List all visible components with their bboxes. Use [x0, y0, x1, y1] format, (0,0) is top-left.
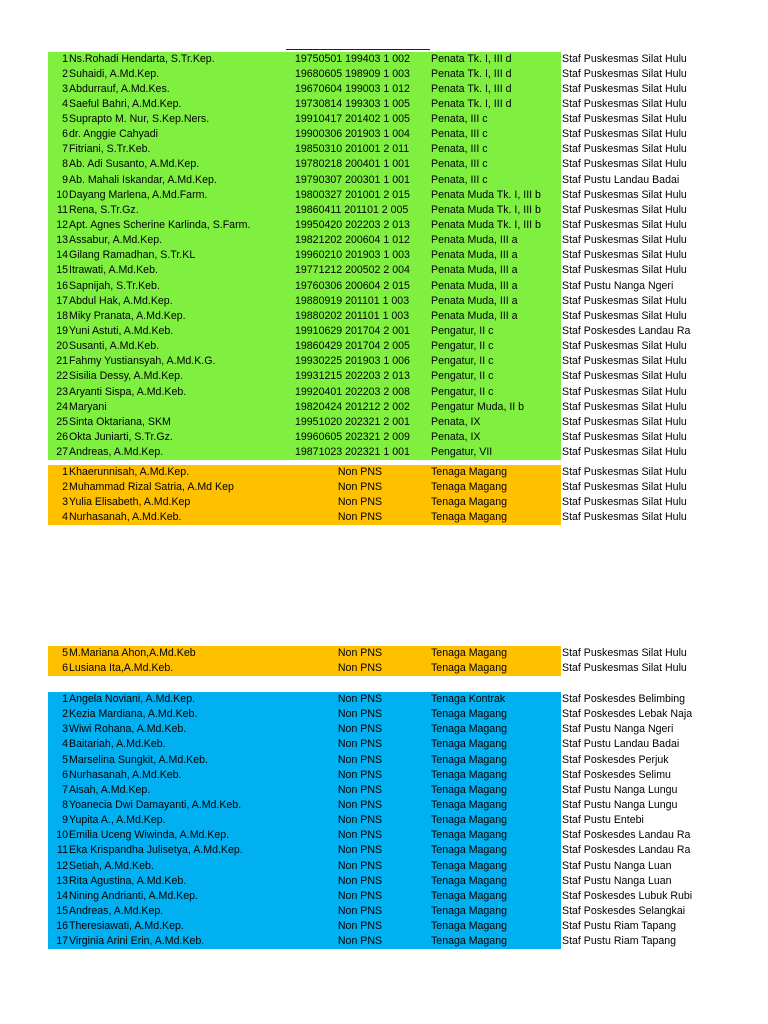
rank-grade: Tenaga Magang [431, 814, 507, 827]
row-number: 9 [62, 814, 68, 827]
staff-name: Apt. Agnes Scherine Karlinda, S.Farm. [69, 219, 251, 232]
staff-nip: 19880919 201101 1 003 [295, 294, 410, 307]
row-number: 14 [56, 889, 68, 902]
row-number: 26 [56, 431, 68, 444]
staff-name: Miky Pranata, A.Md.Kep. [69, 309, 186, 322]
rank-grade: Penata Muda, III a [431, 279, 518, 292]
staff-name: Saeful Bahri, A.Md.Kep. [69, 97, 182, 110]
staff-name: Susanti, A.Md.Keb. [69, 340, 160, 353]
row-number: 23 [56, 385, 68, 398]
employment-status: Non PNS [337, 662, 383, 675]
staff-nip: 19931215 202203 2 013 [295, 370, 410, 383]
rank-grade: Penata Tk. I, III d [431, 97, 512, 110]
work-unit: Staf Pustu Riam Tapang [562, 920, 677, 933]
row-number: 24 [56, 400, 68, 413]
row-number: 2 [62, 480, 68, 493]
rank-grade: Tenaga Magang [431, 465, 507, 478]
work-unit: Staf Poskesdes Selangkai [562, 904, 686, 917]
staff-name: Rita Agustina, A.Md.Keb. [69, 874, 187, 887]
rank-grade: Penata, III c [431, 143, 488, 156]
rank-grade: Penata, IX [431, 415, 481, 428]
row-number: 14 [56, 249, 68, 262]
work-unit: Staf Poskesdes Lebak Naja [562, 708, 693, 721]
employment-status: Non PNS [337, 889, 383, 902]
work-unit: Staf Puskesmas Silat Hulu [562, 97, 687, 110]
rank-grade: Tenaga Magang [431, 738, 507, 751]
rank-grade: Penata Muda, III a [431, 309, 518, 322]
rank-grade: Penata Tk. I, III d [431, 82, 512, 95]
work-unit: Staf Puskesmas Silat Hulu [562, 340, 687, 353]
staff-nip: 19860429 201704 2 005 [295, 340, 410, 353]
rank-grade: Penata Muda, III a [431, 234, 518, 247]
employment-status: Non PNS [337, 904, 383, 917]
row-number: 22 [56, 370, 68, 383]
staff-name: Kezia Mardiana, A.Md.Keb. [69, 708, 198, 721]
row-number: 4 [62, 738, 68, 751]
rank-grade: Pengatur, II c [431, 370, 494, 383]
work-unit: Staf Puskesmas Silat Hulu [562, 355, 687, 368]
work-unit: Staf Poskesdes Landau Ra [562, 325, 691, 338]
work-unit: Staf Pustu Nanga Ngeri [562, 723, 674, 736]
row-number: 17 [56, 294, 68, 307]
work-unit: Staf Puskesmas Silat Hulu [562, 647, 687, 659]
work-unit: Staf Pustu Nanga Lungu [562, 783, 678, 796]
row-number: 20 [56, 340, 68, 353]
work-unit: Staf Puskesmas Silat Hulu [562, 385, 687, 398]
rank-grade: Pengatur, II c [431, 355, 494, 368]
staff-name: dr. Anggie Cahyadi [69, 128, 158, 141]
employment-status: Non PNS [337, 859, 383, 872]
staff-name: Gilang Ramadhan, S.Tr.KL [69, 249, 196, 262]
work-unit: Staf Pustu Nanga Luan [562, 874, 672, 887]
staff-name: Fitriani, S.Tr.Keb. [69, 143, 151, 156]
staff-name: Ab. Mahali Iskandar, A.Md.Kep. [69, 173, 217, 186]
work-unit: Staf Puskesmas Silat Hulu [562, 495, 687, 508]
rank-grade: Tenaga Magang [431, 662, 507, 675]
staff-name: M.Mariana Ahon,A.Md.Keb [69, 647, 196, 659]
rank-grade: Tenaga Magang [431, 904, 507, 917]
staff-name: Yoanecia Dwi Damayanti, A.Md.Keb. [69, 798, 242, 811]
staff-nip: 19730814 199303 1 005 [295, 97, 410, 110]
rank-grade: Penata Tk. I, III d [431, 52, 512, 65]
rank-grade: Tenaga Magang [431, 753, 507, 766]
row-number: 8 [62, 798, 68, 811]
work-unit: Staf Poskesdes Landau Ra [562, 829, 691, 842]
rank-grade: Tenaga Magang [431, 723, 507, 736]
staff-name: Theresiawati, A.Md.Kep. [69, 920, 184, 933]
staff-nip: 19821202 200604 1 012 [295, 234, 410, 247]
row-number: 3 [62, 495, 68, 508]
row-number: 1 [62, 52, 68, 65]
staff-nip: 19680605 198909 1 003 [295, 67, 410, 80]
row-number: 9 [62, 173, 68, 186]
work-unit: Staf Pustu Entebi [562, 814, 644, 827]
staff-name: Assabur, A.Md.Kep. [69, 234, 163, 247]
rank-grade: Penata, III c [431, 128, 488, 141]
work-unit: Staf Puskesmas Silat Hulu [562, 400, 687, 413]
staff-name: Wiwi Rohana, A.Md.Keb. [69, 723, 187, 736]
work-unit: Staf Puskesmas Silat Hulu [562, 82, 687, 95]
rank-grade: Tenaga Magang [431, 844, 507, 857]
row-number: 11 [57, 203, 68, 216]
staff-nip: 19880202 201101 1 003 [295, 309, 410, 322]
work-unit: Staf Pustu Nanga Lungu [562, 798, 678, 811]
employment-status: Non PNS [337, 510, 383, 523]
work-unit: Staf Puskesmas Silat Hulu [562, 446, 687, 459]
rank-grade: Penata Muda Tk. I, III b [431, 188, 541, 201]
row-number: 13 [56, 874, 68, 887]
staff-nip: 19790307 200301 1 001 [295, 173, 410, 186]
row-number: 7 [62, 783, 68, 796]
staff-name: Dayang Marlena, A.Md.Farm. [69, 188, 208, 201]
rank-grade: Penata Muda Tk. I, III b [431, 219, 541, 232]
staff-name: Andreas, A.Md.Kep. [69, 446, 164, 459]
rank-grade: Pengatur, II c [431, 385, 494, 398]
row-number: 10 [56, 829, 68, 842]
work-unit: Staf Puskesmas Silat Hulu [562, 203, 687, 216]
rank-grade: Tenaga Magang [431, 889, 507, 902]
staff-name: Fahmy Yustiansyah, A.Md.K.G. [69, 355, 216, 368]
staff-name: Sisilia Dessy, A.Md.Kep. [69, 370, 184, 383]
staff-nip: 19910417 201402 1 005 [295, 113, 410, 126]
row-number: 18 [56, 309, 68, 322]
work-unit: Staf Puskesmas Silat Hulu [562, 219, 687, 232]
rank-grade: Penata Muda, III a [431, 294, 518, 307]
employment-status: Non PNS [337, 874, 383, 887]
work-unit: Staf Poskesdes Landau Ra [562, 844, 691, 857]
row-number: 13 [56, 234, 68, 247]
work-unit: Staf Puskesmas Silat Hulu [562, 188, 687, 201]
staff-name: Sapnijah, S.Tr.Keb. [69, 279, 160, 292]
staff-name: Suprapto M. Nur, S.Kep.Ners. [69, 113, 210, 126]
employment-status: Non PNS [337, 768, 383, 781]
staff-name: Nurhasanah, A.Md.Keb. [69, 768, 182, 781]
employment-status: Non PNS [337, 829, 383, 842]
staff-name: Muhammad Rizal Satria, A.Md Kep [69, 480, 234, 493]
staff-nip: 19951020 202321 2 001 [295, 415, 410, 428]
employment-status: Non PNS [337, 480, 383, 493]
row-number: 2 [62, 708, 68, 721]
rank-grade: Penata, IX [431, 431, 481, 444]
work-unit: Staf Puskesmas Silat Hulu [562, 67, 687, 80]
staff-nip: 19960210 201903 1 003 [295, 249, 410, 262]
staff-name: Khaerunnisah, A.Md.Kep. [69, 465, 190, 478]
work-unit: Staf Puskesmas Silat Hulu [562, 370, 687, 383]
rank-grade: Penata Tk. I, III d [431, 67, 512, 80]
staff-name: Angela Noviani, A.Md.Kep. [69, 693, 196, 705]
rank-grade: Tenaga Magang [431, 935, 507, 948]
staff-nip: 19850310 201001 2 011 [295, 143, 410, 156]
staff-name: Andreas, A.Md.Kep. [69, 904, 164, 917]
row-number: 5 [62, 647, 68, 659]
row-number: 5 [62, 753, 68, 766]
staff-nip: 19910629 201704 2 001 [295, 325, 410, 338]
employment-status: Non PNS [337, 920, 383, 933]
staff-nip: 19750501 199403 1 002 [295, 52, 410, 65]
work-unit: Staf Puskesmas Silat Hulu [562, 249, 687, 262]
row-number: 6 [62, 662, 68, 675]
row-number: 5 [62, 113, 68, 126]
staff-nip: 19860411 201101 2 005 [295, 203, 409, 216]
rank-grade: Tenaga Magang [431, 510, 507, 523]
row-number: 1 [62, 693, 68, 705]
staff-name: Yulia Elisabeth, A.Md.Kep [69, 495, 191, 508]
rank-grade: Penata Muda Tk. I, III b [431, 203, 541, 216]
staff-name: Ns.Rohadi Hendarta, S.Tr.Kep. [69, 52, 215, 65]
staff-name: Abdurrauf, A.Md.Kes. [69, 82, 170, 95]
staff-nip: 19800327 201001 2 015 [295, 188, 410, 201]
row-number: 16 [56, 920, 68, 933]
work-unit: Staf Puskesmas Silat Hulu [562, 415, 687, 428]
work-unit: Staf Poskesdes Belimbing [562, 693, 686, 705]
staff-nip: 19760306 200604 2 015 [295, 279, 410, 292]
rank-grade: Tenaga Magang [431, 768, 507, 781]
staff-nip: 19900306 201903 1 004 [295, 128, 410, 141]
rank-grade: Penata Muda, III a [431, 249, 518, 262]
row-number: 1 [62, 465, 68, 478]
staff-name: Rena, S.Tr.Gz. [69, 203, 139, 216]
rank-grade: Tenaga Magang [431, 647, 507, 659]
employment-status: Non PNS [337, 693, 383, 705]
work-unit: Staf Puskesmas Silat Hulu [562, 158, 687, 171]
work-unit: Staf Puskesmas Silat Hulu [562, 234, 687, 247]
staff-name: Lusiana Ita,A.Md.Keb. [69, 662, 174, 675]
staff-name: Emilia Uceng Wiwinda, A.Md.Kep. [69, 829, 230, 842]
staff-name: Sinta Oktariana, SKM [69, 415, 171, 428]
employment-status: Non PNS [337, 495, 383, 508]
row-number: 3 [62, 723, 68, 736]
rank-grade: Penata Muda, III a [431, 264, 518, 277]
staff-name: Aryanti Sispa, A.Md.Keb. [69, 385, 187, 398]
employment-status: Non PNS [337, 647, 383, 659]
employment-status: Non PNS [337, 814, 383, 827]
staff-nip: 19960605 202321 2 009 [295, 431, 410, 444]
rank-grade: Tenaga Magang [431, 920, 507, 933]
staff-name: Maryani [69, 400, 107, 413]
row-number: 4 [62, 97, 68, 110]
row-number: 2 [62, 67, 68, 80]
staff-name: Eka Krispandha Julisetya, A.Md.Kep. [69, 844, 243, 857]
staff-nip: 19920401 202203 2 008 [295, 385, 410, 398]
staff-name: Setiah, A.Md.Keb. [69, 859, 154, 872]
work-unit: Staf Puskesmas Silat Hulu [562, 510, 687, 523]
row-number: 12 [56, 219, 68, 232]
employment-status: Non PNS [337, 465, 383, 478]
staff-name: Abdul Hak, A.Md.Kep. [69, 294, 173, 307]
staff-name: Virginia Arini Erin, A.Md.Keb. [69, 935, 205, 948]
employment-status: Non PNS [337, 798, 383, 811]
rank-grade: Pengatur, II c [431, 325, 494, 338]
row-number: 8 [62, 158, 68, 171]
staff-name: Okta Juniarti, S.Tr.Gz. [69, 431, 173, 444]
rank-grade: Pengatur, VII [431, 446, 493, 459]
row-number: 16 [56, 279, 68, 292]
employment-status: Non PNS [337, 935, 383, 948]
row-number: 7 [62, 143, 68, 156]
row-number: 12 [56, 859, 68, 872]
staff-nip: 19930225 201903 1 006 [295, 355, 410, 368]
row-number: 25 [56, 415, 68, 428]
row-number: 6 [62, 128, 68, 141]
staff-nip: 19950420 202203 2 013 [295, 219, 410, 232]
employment-status: Non PNS [337, 783, 383, 796]
work-unit: Staf Poskesdes Lubuk Rubi [562, 889, 693, 902]
employment-status: Non PNS [337, 708, 383, 721]
rank-grade: Tenaga Magang [431, 783, 507, 796]
staff-nip: 19780218 200401 1 001 [295, 158, 410, 171]
staff-name: Yuni Astuti, A.Md.Keb. [69, 325, 174, 338]
work-unit: Staf Puskesmas Silat Hulu [562, 128, 687, 141]
rank-grade: Penata, III c [431, 173, 488, 186]
staff-nip: 19820424 201212 2 002 [295, 400, 410, 413]
rank-grade: Tenaga Magang [431, 480, 507, 493]
staff-name: Aisah, A.Md.Kep. [69, 783, 151, 796]
staff-name: Ab. Adi Susanto, A.Md.Kep. [69, 158, 200, 171]
employment-status: Non PNS [337, 844, 383, 857]
work-unit: Staf Puskesmas Silat Hulu [562, 662, 687, 675]
work-unit: Staf Puskesmas Silat Hulu [562, 480, 687, 493]
work-unit: Staf Poskesdes Perjuk [562, 753, 669, 766]
work-unit: Staf Puskesmas Silat Hulu [562, 264, 687, 277]
row-number: 3 [62, 82, 68, 95]
work-unit: Staf Puskesmas Silat Hulu [562, 113, 687, 126]
work-unit: Staf Puskesmas Silat Hulu [562, 309, 687, 322]
staff-nip: 19771212 200502 2 004 [295, 264, 410, 277]
work-unit: Staf Puskesmas Silat Hulu [562, 431, 687, 444]
staff-name: Itrawati, A.Md.Keb. [69, 264, 158, 277]
rank-grade: Penata, III c [431, 158, 488, 171]
staff-nip: 19670604 199003 1 012 [295, 82, 410, 95]
work-unit: Staf Poskesdes Selimu [562, 768, 671, 781]
staff-name: Marselina Sungkit, A.Md.Keb. [69, 753, 208, 766]
work-unit: Staf Puskesmas Silat Hulu [562, 294, 687, 307]
staff-nip: 19871023 202321 1 001 [295, 446, 410, 459]
staff-name: Nining Andrianti, A.Md.Kep. [69, 889, 198, 902]
row-number: 27 [56, 446, 68, 459]
cell-border-line [286, 49, 430, 50]
rank-grade: Tenaga Magang [431, 708, 507, 721]
employment-status: Non PNS [337, 723, 383, 736]
work-unit: Staf Puskesmas Silat Hulu [562, 52, 687, 65]
staff-name: Nurhasanah, A.Md.Keb. [69, 510, 182, 523]
rank-grade: Penata, III c [431, 113, 488, 126]
row-number: 15 [56, 264, 68, 277]
rank-grade: Tenaga Kontrak [431, 693, 506, 705]
staff-name: Baitariah, A.Md.Keb. [69, 738, 166, 751]
row-number: 15 [56, 904, 68, 917]
work-unit: Staf Pustu Riam Tapang [562, 935, 677, 948]
work-unit: Staf Puskesmas Silat Hulu [562, 465, 687, 478]
row-number: 19 [56, 325, 68, 338]
rank-grade: Tenaga Magang [431, 859, 507, 872]
work-unit: Staf Pustu Landau Badai [562, 738, 680, 751]
row-number: 17 [56, 935, 68, 948]
rank-grade: Tenaga Magang [431, 798, 507, 811]
employment-status: Non PNS [337, 753, 383, 766]
work-unit: Staf Pustu Landau Badai [562, 173, 680, 186]
row-number: 6 [62, 768, 68, 781]
work-unit: Staf Puskesmas Silat Hulu [562, 143, 687, 156]
employment-status: Non PNS [337, 738, 383, 751]
rank-grade: Pengatur, II c [431, 340, 494, 353]
staff-name: Suhaidi, A.Md.Kep. [69, 67, 160, 80]
work-unit: Staf Pustu Nanga Ngeri [562, 279, 674, 292]
row-number: 11 [57, 844, 68, 857]
work-unit: Staf Pustu Nanga Luan [562, 859, 672, 872]
rank-grade: Tenaga Magang [431, 874, 507, 887]
rank-grade: Tenaga Magang [431, 829, 507, 842]
row-number: 21 [56, 355, 68, 368]
row-number: 4 [62, 510, 68, 523]
rank-grade: Pengatur Muda, II b [431, 400, 525, 413]
row-number: 10 [56, 188, 68, 201]
rank-grade: Tenaga Magang [431, 495, 507, 508]
staff-name: Yupita A., A.Md.Kep. [69, 814, 166, 827]
